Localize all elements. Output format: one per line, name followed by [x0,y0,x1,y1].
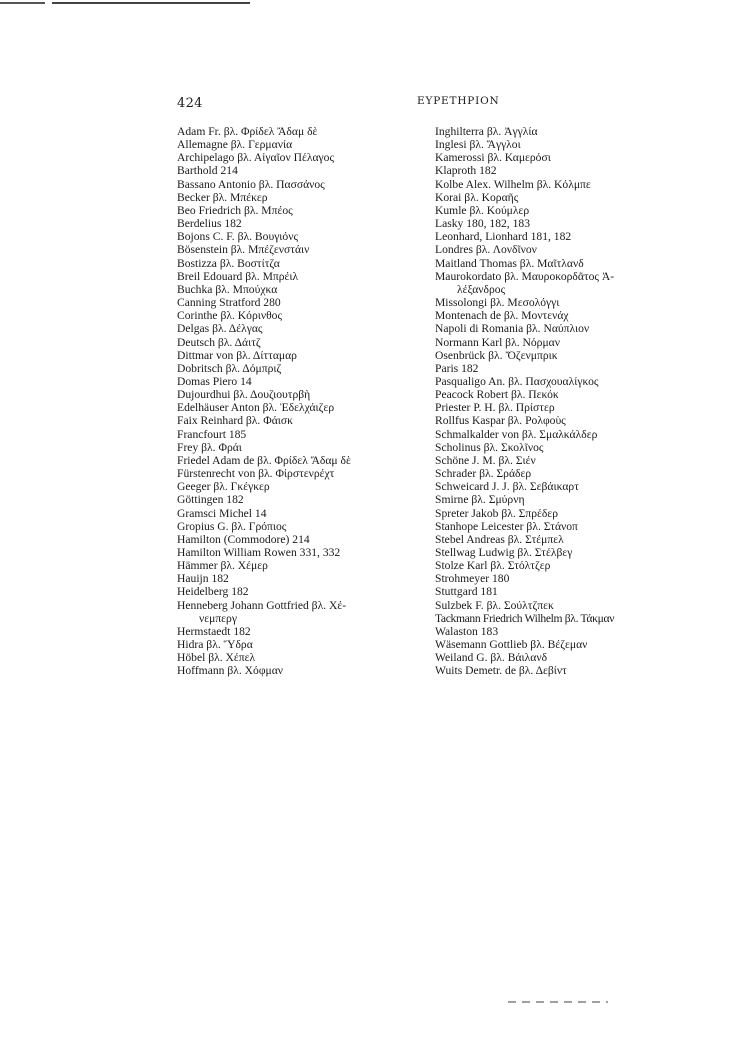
index-entry: Hermstaedt 182 [177,624,251,638]
index-entry: Hamilton William Rowen 331, 332 [177,546,341,559]
index-entry: Schöne J. M. βλ. Σιέν [435,453,536,467]
index-entry: Barthold 214 [177,164,238,178]
index-entry: Schrader βλ. Σράδερ [435,467,532,481]
index-entry: Leonhard, Lionhard 181, 182 [435,230,572,244]
index-entry: Hamilton (Commodore) 214 [177,532,310,546]
index-entry: Rollfus Kaspar βλ. Ρολφοὺς [435,414,566,428]
index-entry: Stebel Andreas βλ. Στέμπελ [435,532,564,546]
index-entry: Tackmann Friedrich Wilhelm βλ. Τάκμαν [435,611,615,625]
index-entry: Edelhäuser Anton βλ. Ἐδελχάιζερ [177,401,335,415]
index-entry: Stuttgard 181 [435,585,498,599]
index-entry: Strohmeyer 180 [435,572,510,586]
index-column-left [177,125,412,678]
index-entry: Pasqualigo An. βλ. Πασχουαλίγκος [435,374,599,388]
index-entry: Sulzbek F. βλ. Σούλτζπεκ [435,598,554,612]
index-entry: Maitland Thomas βλ. Μαῖτλανδ [435,256,584,270]
index-entry: Kamerossi βλ. Καμερόσι [435,151,551,165]
index-entry: Londres βλ. Λονδῖνον [435,243,537,257]
index-entry: Deutsch βλ. Δάιτζ [177,335,261,349]
scan-artifact-marks [508,1001,608,1003]
scan-edge-mark [0,2,250,4]
index-entry: Missolongi βλ. Μεσολόγγι [435,296,560,310]
index-entry: Weiland G. βλ. Βάιλανδ [435,651,548,665]
index-entry: Stanhope Leicester βλ. Στάνοπ [435,519,578,533]
index-entry: Archipelago βλ. Αἰγαῖον Πέλαγος [177,151,335,165]
index-column-right [435,125,667,678]
page-number: 424 [177,96,203,111]
index-entry: Dobritsch βλ. Δόμπριζ [177,361,282,375]
index-entry: Spreter Jakob βλ. Σπρέδερ [435,506,559,520]
index-entry: Kumle βλ. Κούμλερ [435,203,530,217]
index-entry: Napoli di Romania βλ. Ναύπλιον [435,322,590,336]
index-entry: Allemagne βλ. Γερμανία [177,138,293,152]
index-entry: Dittmar von βλ. Δίτταμαρ [177,348,297,362]
index-entry: Heidelberg 182 [177,585,249,599]
index-entry: Peacock Robert βλ. Πεκόκ [435,388,559,402]
index-entry: Klaproth 182 [435,164,497,178]
index-entry: Korai βλ. Κοραῆς [435,190,519,204]
index-entry: Priester P. H. βλ. Πρίστερ [435,401,555,415]
index-entry: Inghilterra βλ. Ἀγγλία [435,125,538,138]
index-entry: Henneberg Johann Gottfried βλ. Χέ- [177,598,347,612]
index-entry: Göttingen 182 [177,493,244,507]
index-entry: Kolbe Alex. Wilhelm βλ. Κόλμπε [435,177,591,191]
index-entry: Faix Reinhard βλ. Φάισκ [177,414,293,428]
index-entry: Höbel βλ. Χέπελ [177,651,256,665]
index-entry: Scholinus βλ. Σκολῖνος [435,440,544,454]
index-entry: Buchka βλ. Μπούχκα [177,282,278,296]
index-entry: Smirne βλ. Σμύρνη [435,493,525,507]
index-entry: Adam Fr. βλ. Φρίδελ Ἄδαμ δὲ [177,125,318,138]
index-entry: Inglesi βλ. Ἄγγλοι [435,138,521,152]
index-entry: Friedel Adam de βλ. Φρίδελ Ἄδαμ δὲ [177,453,351,467]
index-entry: Normann Karl βλ. Νόρμαν [435,335,560,349]
index-entry-continuation: νεμπεργ [199,611,237,625]
index-entry: Bostizza βλ. Βοστίτζα [177,256,280,270]
index-entry-continuation: λέξανδρος [457,282,506,296]
index-entry: Beo Friedrich βλ. Μπέος [177,203,293,217]
index-entry: Montenach de βλ. Μοντενάχ [435,309,569,323]
index-entry: Bojons C. F. βλ. Βουγιόνς [177,230,299,244]
index-entry: Gramsci Michel 14 [177,506,267,520]
index-entry: Stellwag Ludwig βλ. Στέλβεγ [435,546,573,559]
index-entry: Maurokordato βλ. Μαυροκορδᾶτος Ἀ- [435,269,615,283]
index-entry: Wuits Demetr. de βλ. Δεβίντ [435,664,567,678]
index-entry: Hämmer βλ. Χέμερ [177,559,268,573]
index-entry: Francfourt 185 [177,427,247,441]
index-entry: Schweicard J. J. βλ. Σεβάικαρτ [435,480,579,494]
index-entry: Wäsemann Gottlieb βλ. Βέζεμαν [435,638,588,652]
index-entry: Gropius G. βλ. Γρόπιος [177,519,287,533]
index-entry: Schmalkalder von βλ. Σμαλκάλδερ [435,427,598,441]
index-entry: Becker βλ. Μπέκερ [177,190,268,204]
index-entry: Lasky 180, 182, 183 [435,217,530,231]
index-entry: Walaston 183 [435,624,499,638]
index-entry: Hoffmann βλ. Χόφμαν [177,664,284,678]
index-entry: Bassano Antonio βλ. Πασσάνος [177,177,325,191]
index-entry: Hidra βλ. Ὕδρα [177,638,253,652]
index-entry: Osenbrück βλ. Ὄζενμπρικ [435,348,558,362]
index-entry: Bösenstein βλ. Μπέζενστάιν [177,243,310,257]
index-entry: Breil Edouard βλ. Μπρέιλ [177,269,299,283]
index-entry: Frey βλ. Φράι [177,440,242,454]
index-entry: Geeger βλ. Γκέγκερ [177,480,270,494]
index-entry: Canning Stratford 280 [177,296,281,310]
index-entry: Hauijn 182 [177,572,229,586]
index-entry: Domas Piero 14 [177,374,252,388]
running-head: ΕΥΡΕΤΗΡΙΟΝ [417,95,500,107]
index-entry: Stolze Karl βλ. Στόλτζερ [435,559,551,573]
index-entry: Delgas βλ. Δέλγας [177,322,263,336]
index-entry: Corinthe βλ. Κόρινθος [177,309,283,323]
index-entry: Dujourdhui βλ. Δουζιουτρβὴ [177,388,311,402]
index-entry: Fürstenrecht von βλ. Φίρστενρέχτ [177,467,335,481]
index-entry: Berdelius 182 [177,217,242,231]
index-entry: Paris 182 [435,361,479,375]
